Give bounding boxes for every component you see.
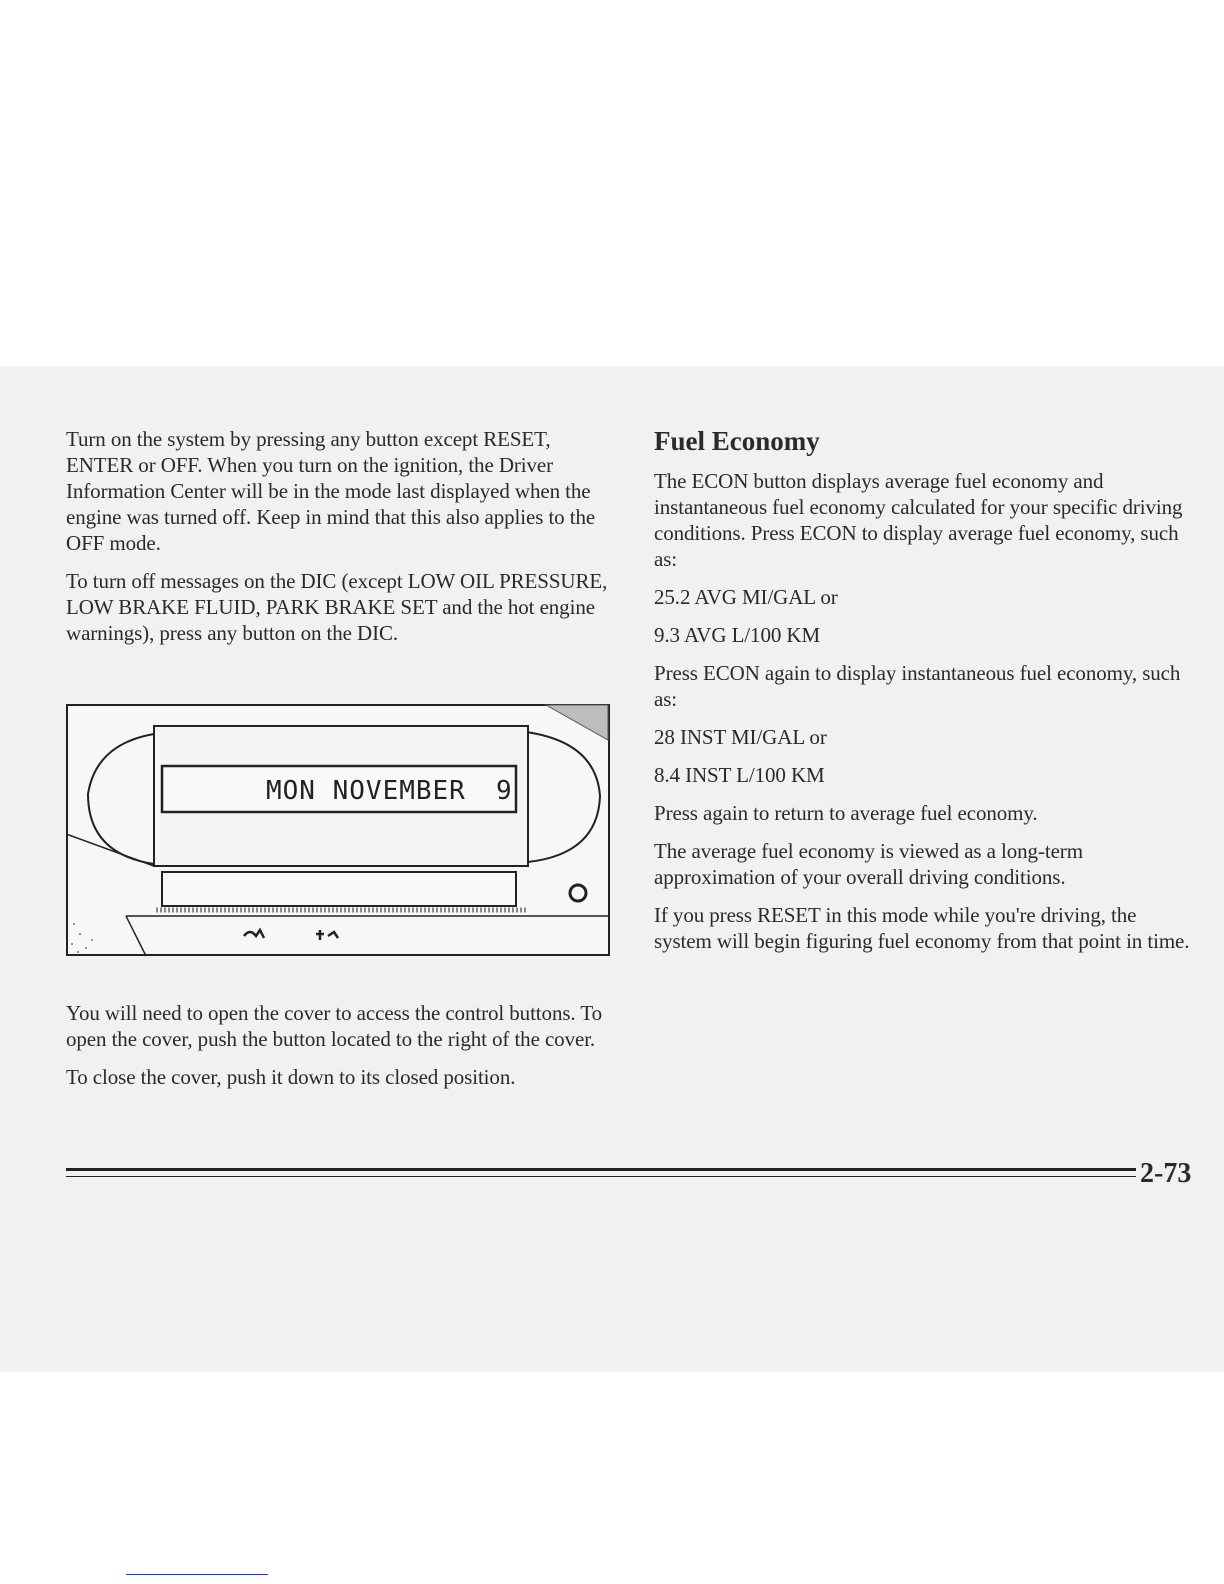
page-number: 2-73 <box>1140 1158 1192 1189</box>
lcd-display-number: 9 <box>496 776 513 806</box>
section-heading-fuel-economy: Fuel Economy <box>654 426 820 456</box>
lcd-display-text: MON NOVEMBER <box>266 776 466 806</box>
dic-illustration <box>66 704 616 966</box>
left-column-lower <box>66 1000 614 1102</box>
example-avg-mpg: 25.2 AVG MI/GAL or <box>654 585 838 609</box>
cover-panel <box>162 872 516 906</box>
left-column <box>66 426 614 658</box>
example-inst-mpg: 28 INST MI/GAL or <box>654 725 827 749</box>
footer-rule-thick <box>66 1168 1136 1171</box>
example-avg-l100km: 9.3 AVG L/100 KM <box>654 623 821 647</box>
paragraph-press-econ-again: Press ECON again to display instantaneous fuel economy, such as: <box>654 661 1181 711</box>
paragraph-turn-off-messages: To turn off messages on the DIC (except LOW OIL PRESSURE, LOW BRAKE FLUID, PARK BRAKE SET and the hot engine warnings), press any button on the DIC. <box>66 569 608 645</box>
footer-rule-thin <box>66 1176 1136 1177</box>
example-inst-l100km: 8.4 INST L/100 KM <box>654 763 825 787</box>
paragraph-press-again: Press again to return to average fuel economy. <box>654 801 1038 825</box>
paragraph-long-term: The average fuel economy is viewed as a long-term approximation of your overall driving conditions. <box>654 839 1083 889</box>
paragraph-econ-button: The ECON button displays average fuel economy and instantaneous fuel economy calculated for your specific driving conditions. Press ECON to display average fuel economy, such as: <box>654 469 1183 571</box>
paragraph-open-cover: You will need to open the cover to access the control buttons. To open the cover, push the button located to the right of the cover. <box>66 1001 602 1051</box>
paragraph-turn-on: Turn on the system by pressing any button except RESET, ENTER or OFF. When you turn on the ignition, the Driver Information Center will be in the mode last displayed when the engine was turned off. Keep in mind that this also applies to the OFF mode. <box>66 427 596 555</box>
paragraph-reset: If you press RESET in this mode while you're driving, the system will begin figuring fuel economy from that point in time. <box>654 903 1190 953</box>
footer-rule <box>66 1168 1136 1180</box>
dic-drawing <box>66 704 616 966</box>
bottom-link-underline <box>126 1574 268 1575</box>
paragraph-close-cover: To close the cover, push it down to its closed position. <box>66 1065 516 1089</box>
right-column <box>654 424 1194 966</box>
